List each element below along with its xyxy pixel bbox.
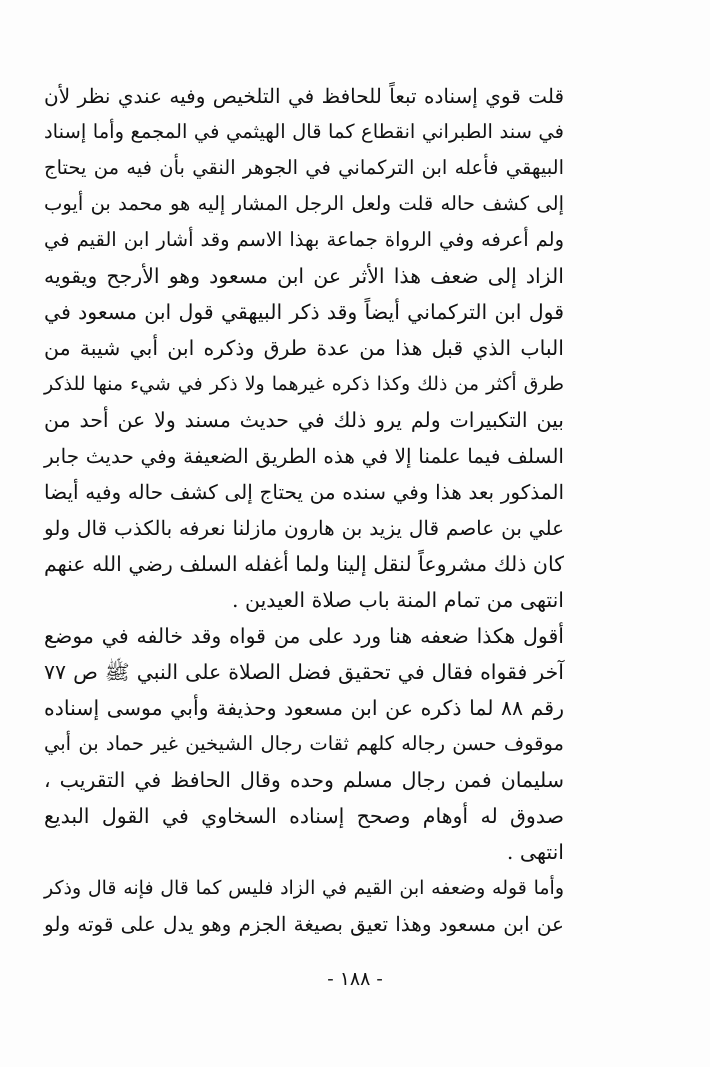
text-line: السلف فيما علمنا إلا في هذه الطريق الضعيفة وفي حديث جابر <box>44 444 564 468</box>
text-line: بين التكبيرات ولم يرو ذلك في حديث مسند ولا عن أحد من <box>44 408 564 432</box>
text-line: أقول هكذا ضعفه هنا ورد على من قواه وقد خالفه في موضع <box>44 624 564 648</box>
body-text <box>44 78 564 942</box>
text-line: علي بن عاصم قال يزيد بن هارون مازلنا نعرفه بالكذب قال ولو <box>44 516 564 540</box>
text-line: ولم أعرفه وفي الرواة جماعة بهذا الاسم وقد أشار ابن القيم في <box>44 228 564 251</box>
text-line: رقم ٨٨ لما ذكره عن ابن مسعود وحذيفة وأبي موسى إسناده <box>44 696 565 720</box>
text-line: قول ابن التركماني أيضاً وقد ذكر البيهقي قول ابن مسعود في <box>44 300 564 324</box>
text-line: انتهى من تمام المنة باب صلاة العيدين . <box>231 588 564 612</box>
text-line: البيهقي فأعله ابن التركماني في الجوهر النقي بأن فيه من يحتاج <box>44 156 564 179</box>
text-line: قلت قوي إسناده تبعاً للحافظ في التلخيص وفيه عندي نظر لأن <box>44 84 564 108</box>
text-line: الباب الذي قبل هذا من عدة طرق وذكره ابن أبي شيبة من <box>44 336 564 360</box>
text-line: موقوف حسن رجاله كلهم ثقات رجال الشيخين غير حماد بن أبي <box>44 732 564 755</box>
text-line: انتهى . <box>506 840 564 864</box>
text-line: في سند الطبراني انقطاع كما قال الهيثمي في المجمع وأما إسناد <box>44 120 564 143</box>
text-line: صدوق له أوهام وصحح إسناده السخاوي في القول البديع <box>44 804 564 828</box>
text-line: عن ابن مسعود وهذا تعيق بصيغة الجزم وهو يدل على قوته ولو <box>44 912 564 936</box>
text-line: إلى كشف حاله قلت ولعل الرجل المشار إليه هو محمد بن أيوب <box>44 192 564 215</box>
page-number: - ١٨٨ - <box>327 968 383 990</box>
text-line: وأما قوله وضعفه ابن القيم في الزاد فليس كما قال فإنه قال وذكر <box>44 877 564 899</box>
text-line: المذكور بعد هذا وفي سنده من يحتاج إلى كشف حاله وفيه أيضا <box>44 480 564 504</box>
text-line: آخر فقواه فقال في تحقيق فضل الصلاة على النبي ﷺ ص ٧٧ <box>44 660 564 684</box>
text-line: سليمان فمن رجال مسلم وحده وقال الحافظ في التقريب ، <box>44 768 564 792</box>
text-line: الزاد إلى ضعف هذا الأثر عن ابن مسعود وهو الأرجح ويقويه <box>44 264 564 288</box>
text-line: كان ذلك مشروعاً لنقل إلينا ولما أغفله السلف رضي الله عنهم <box>44 552 564 576</box>
text-line: طرق أكثر من ذلك وكذا ذكره غيرهما ولا ذكر في شيء منها للذكر <box>44 373 564 395</box>
